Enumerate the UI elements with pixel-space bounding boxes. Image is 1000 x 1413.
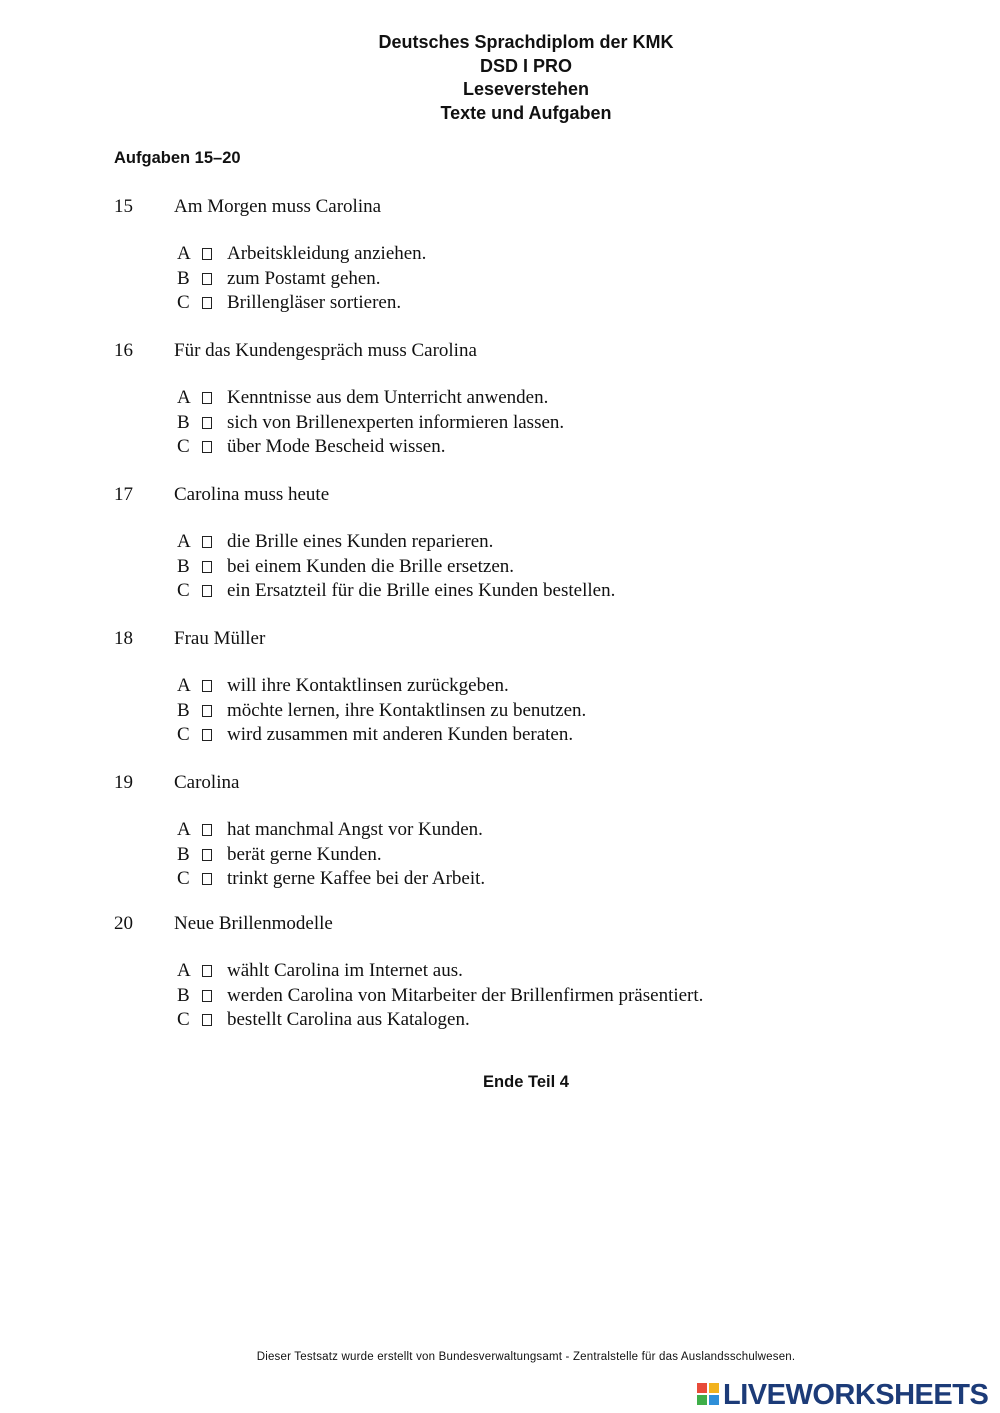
option-letter: C [177,292,190,313]
option-letter: C [177,1009,190,1030]
option-letter: A [177,960,191,981]
option-text: will ihre Kontaktlinsen zurückgeben. [227,675,509,696]
header-line-3: Leseverstehen [462,79,590,99]
option-letter: B [177,985,190,1006]
answer-checkbox[interactable] [202,297,212,309]
answer-option-c [0,435,1000,459]
option-letter: B [177,268,190,289]
answer-checkbox[interactable] [202,1014,212,1026]
header-line-2: DSD I PRO [479,55,572,76]
task-stem: Neue Brillenmodelle [174,913,333,934]
option-text: bei einem Kunden die Brille ersetzen. [227,556,515,577]
answer-option-a [0,818,1000,842]
answer-option-b [0,699,1000,723]
option-letter: B [177,556,190,577]
answer-checkbox[interactable] [202,561,212,573]
answer-checkbox[interactable] [202,965,212,977]
answer-option-a [0,530,1000,554]
task-stem: Am Morgen muss Carolina [174,196,382,217]
option-letter: B [177,700,190,721]
option-letter: A [177,819,191,840]
task-stem: Für das Kundengespräch muss Carolina [174,340,477,361]
option-text: möchte lernen, ihre Kontaktlinsen zu benutzen. [227,700,587,721]
option-letter: C [177,868,190,889]
task-stem: Carolina muss heute [174,484,330,505]
answer-option-c [0,867,1000,891]
answer-option-a [0,674,1000,698]
answer-checkbox[interactable] [202,248,212,260]
option-text: hat manchmal Angst vor Kunden. [227,819,483,840]
answer-option-a [0,242,1000,266]
option-letter: C [177,436,190,457]
answer-checkbox[interactable] [202,417,212,429]
answer-checkbox[interactable] [202,392,212,404]
option-letter: A [177,531,191,552]
answer-option-b [0,411,1000,435]
task-number: 15 [114,196,133,217]
answer-checkbox[interactable] [202,705,212,717]
option-text: Arbeitskleidung anziehen. [227,243,427,264]
answer-checkbox[interactable] [202,441,212,453]
option-text: wählt Carolina im Internet aus. [227,960,463,981]
header-line-1: Deutsches Sprachdiplom der KMK [378,32,674,52]
answer-option-c [0,1008,1000,1032]
option-text: die Brille eines Kunden reparieren. [227,531,494,552]
answer-option-c [0,291,1000,315]
answer-option-b [0,843,1000,867]
option-text: ein Ersatzteil für die Brille eines Kunden bestellen. [227,580,616,601]
option-text: werden Carolina von Mitarbeiter der Brillenfirmen präsentiert. [227,985,704,1006]
task-number: 17 [114,484,133,505]
section-title: Aufgaben 15–20 [114,149,241,167]
task-stem: Frau Müller [174,628,266,649]
task-number: 20 [114,913,133,934]
answer-checkbox[interactable] [202,873,212,885]
header-line-4: Texte und Aufgaben [440,102,612,123]
answer-option-a [0,959,1000,983]
answer-checkbox[interactable] [202,680,212,692]
answer-option-a [0,386,1000,410]
option-letter: A [177,675,191,696]
task-number: 19 [114,772,133,793]
option-text: trinkt gerne Kaffee bei der Arbeit. [227,868,486,889]
answer-checkbox[interactable] [202,585,212,597]
option-letter: C [177,580,190,601]
answer-option-b [0,267,1000,291]
footer-note: Dieser Testsatz wurde erstellt von Bundesverwaltungsamt - Zentralstelle für das Auslandsschulwesen. [256,1351,796,1363]
answer-checkbox[interactable] [202,729,212,741]
option-text: Brillengläser sortieren. [227,292,402,313]
answer-checkbox[interactable] [202,990,212,1002]
task-number: 16 [114,340,133,361]
answer-option-b [0,555,1000,579]
option-text: zum Postamt gehen. [227,268,381,289]
answer-option-c [0,723,1000,747]
option-text: berät gerne Kunden. [227,844,382,865]
task-number: 18 [114,628,133,649]
option-letter: A [177,387,191,408]
option-letter: B [177,844,190,865]
document-header [0,31,1000,125]
option-text: bestellt Carolina aus Katalogen. [227,1009,470,1030]
brand-name: LIVEWORKSHEETS [723,1379,989,1411]
option-letter: C [177,724,190,745]
liveworksheets-logo [697,1378,997,1412]
answer-option-b [0,984,1000,1008]
answer-checkbox[interactable] [202,273,212,285]
task-stem: Carolina [174,772,240,793]
answer-checkbox[interactable] [202,536,212,548]
answer-checkbox[interactable] [202,824,212,836]
end-label: Ende Teil 4 [483,1073,569,1091]
option-text: über Mode Bescheid wissen. [227,436,446,457]
answer-option-c [0,579,1000,603]
logo-mark-icon [697,1383,719,1405]
answer-checkbox[interactable] [202,849,212,861]
option-text: sich von Brillenexperten informieren lassen. [227,412,565,433]
option-letter: B [177,412,190,433]
option-text: Kenntnisse aus dem Unterricht anwenden. [227,387,549,408]
option-text: wird zusammen mit anderen Kunden beraten. [227,724,574,745]
option-letter: A [177,243,191,264]
